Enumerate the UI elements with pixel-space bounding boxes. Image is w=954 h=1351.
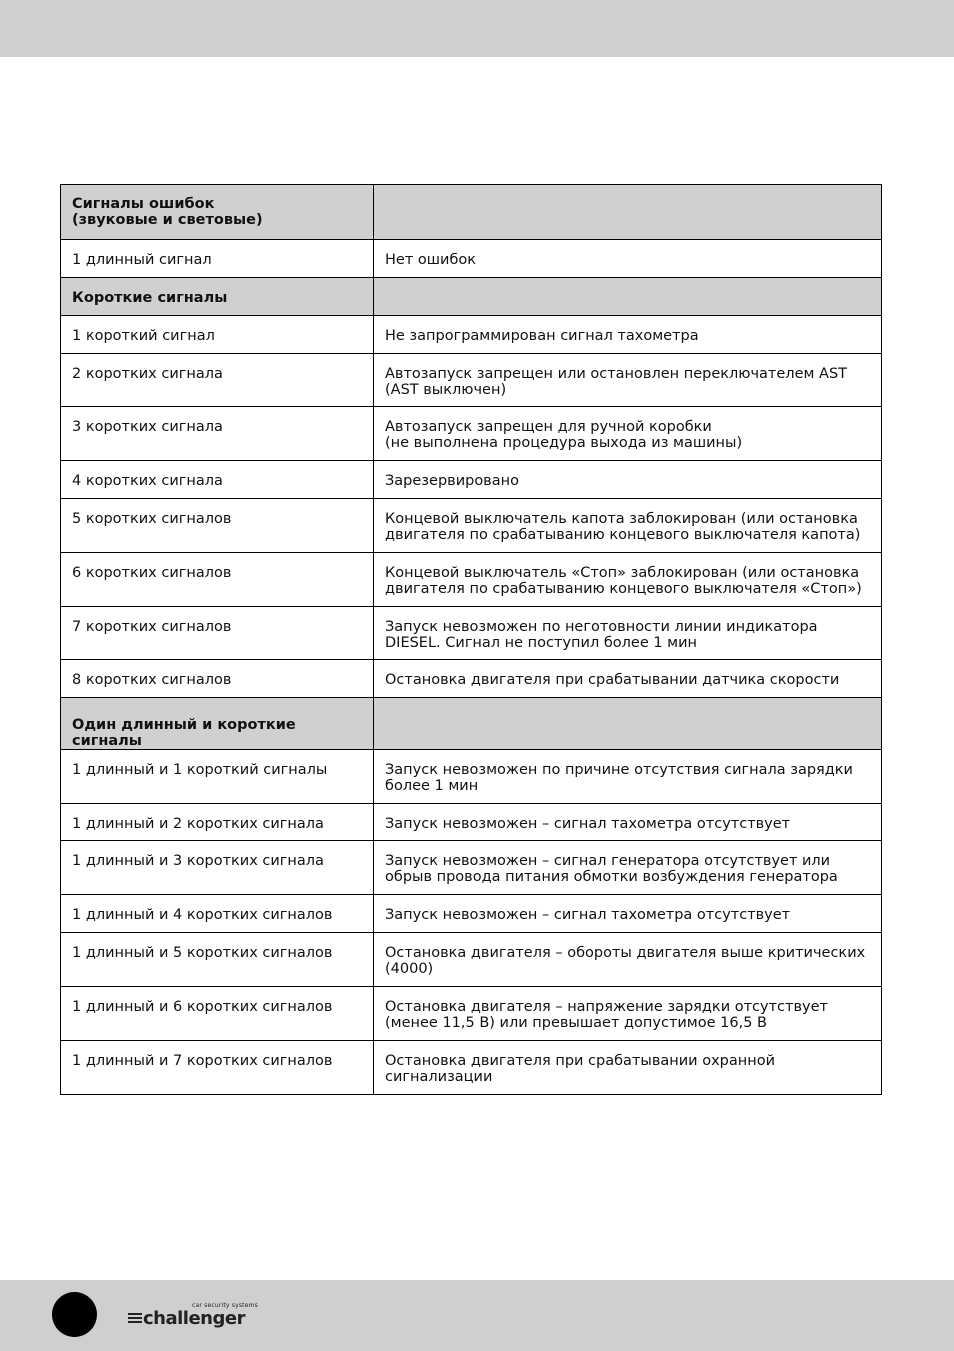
signal-cell: 1 длинный сигнал (61, 240, 374, 278)
table-row (61, 407, 882, 461)
meaning-cell: Нет ошибок (374, 240, 882, 278)
section-header-empty-cell (374, 185, 882, 240)
meaning-cell: Запуск невозможен – сигнал генератора отсутствует или обрыв провода питания обмотки возбуждения генератора (374, 841, 882, 895)
meaning-cell: Запуск невозможен – сигнал тахометра отсутствует (374, 895, 882, 933)
signal-cell: 1 длинный и 2 коротких сигнала (61, 804, 374, 841)
signal-cell: 7 коротких сигналов (61, 607, 374, 660)
table-row (61, 607, 882, 660)
signal-cell: 1 длинный и 7 коротких сигналов (61, 1041, 374, 1095)
signal-cell: 4 коротких сигнала (61, 461, 374, 499)
table-row (61, 354, 882, 407)
meaning-cell: Запуск невозможен по причине отсутствия сигнала зарядки более 1 мин (374, 750, 882, 804)
section-header-cell (61, 278, 374, 316)
table-row (61, 499, 882, 553)
signal-cell: 5 коротких сигналов (61, 499, 374, 553)
section-header-row (61, 278, 882, 316)
section-header-empty-cell (374, 698, 882, 750)
table-row (61, 750, 882, 804)
signal-cell: 2 коротких сигнала (61, 354, 374, 407)
section-header-label: Один длинный и короткие сигналы (72, 717, 296, 749)
section-header-empty-cell (374, 278, 882, 316)
logo-wordmark: challenger (128, 1308, 245, 1329)
section-header-row (61, 185, 882, 240)
section-header-cell (61, 698, 374, 750)
meaning-cell: Остановка двигателя при срабатывании охранной сигнализации (374, 1041, 882, 1095)
logo-stripes-icon (128, 1313, 142, 1323)
signal-cell: 1 короткий сигнал (61, 316, 374, 354)
table-row (61, 240, 882, 278)
error-signals-table (60, 184, 882, 1095)
table-row (61, 895, 882, 933)
signal-cell: 1 длинный и 4 коротких сигналов (61, 895, 374, 933)
page-number-circle (52, 1292, 97, 1337)
signal-cell: 8 коротких сигналов (61, 660, 374, 698)
meaning-cell: Остановка двигателя – напряжение зарядки отсутствует (менее 11,5 В) или превышает допустимое 16,5 В (374, 987, 882, 1041)
meaning-cell: Автозапуск запрещен или остановлен переключателем AST (AST выключен) (374, 354, 882, 407)
meaning-cell: Автозапуск запрещен для ручной коробки (не выполнена процедура выхода из машины) (374, 407, 882, 461)
meaning-cell: Остановка двигателя – обороты двигателя выше критических (4000) (374, 933, 882, 987)
table-row (61, 461, 882, 499)
table-row (61, 553, 882, 607)
table-row (61, 841, 882, 895)
section-header-row (61, 698, 882, 750)
signal-cell: 1 длинный и 5 коротких сигналов (61, 933, 374, 987)
table-row (61, 1041, 882, 1095)
signal-cell: 1 длинный и 6 коротких сигналов (61, 987, 374, 1041)
section-header-cell (61, 185, 374, 240)
meaning-cell: Запуск невозможен – сигнал тахометра отсутствует (374, 804, 882, 841)
challenger-logo (128, 1300, 268, 1334)
meaning-cell: Запуск невозможен по неготовности линии индикатора DIESEL. Сигнал не поступил более 1 мин (374, 607, 882, 660)
meaning-cell: Зарезервировано (374, 461, 882, 499)
table-row (61, 316, 882, 354)
table-row (61, 933, 882, 987)
section-header-label: Короткие сигналы (72, 290, 228, 306)
section-header-label: Сигналы ошибок (звуковые и световые) (72, 196, 263, 228)
signal-cell: 1 длинный и 1 короткий сигналы (61, 750, 374, 804)
table-row (61, 804, 882, 841)
meaning-cell: Не запрограммирован сигнал тахометра (374, 316, 882, 354)
signal-cell: 3 коротких сигнала (61, 407, 374, 461)
signal-cell: 1 длинный и 3 коротких сигнала (61, 841, 374, 895)
meaning-cell: Концевой выключатель капота заблокирован (или остановка двигателя по срабатыванию концевого выключателя капота) (374, 499, 882, 553)
table-row (61, 987, 882, 1041)
signal-cell: 6 коротких сигналов (61, 553, 374, 607)
header-band (0, 0, 954, 57)
table-row (61, 660, 882, 698)
meaning-cell: Остановка двигателя при срабатывании датчика скорости (374, 660, 882, 698)
logo-tagline: car security systems (191, 1302, 258, 1309)
meaning-cell: Концевой выключатель «Стоп» заблокирован (или остановка двигателя по срабатыванию концевого выключателя «Стоп») (374, 553, 882, 607)
